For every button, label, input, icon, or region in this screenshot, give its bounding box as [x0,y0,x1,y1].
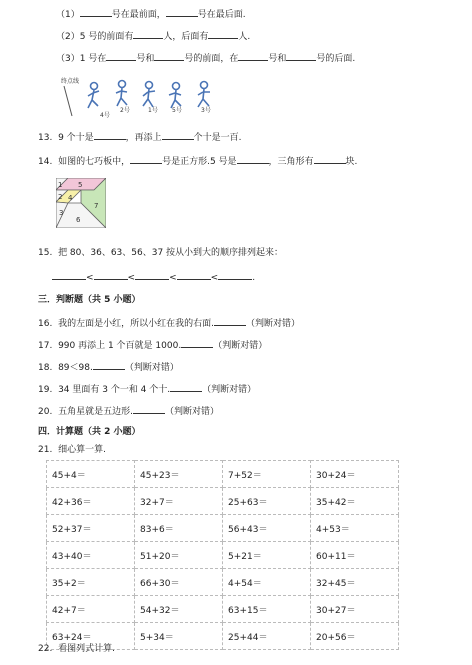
answer-blank[interactable] [162,130,194,140]
answer-blank[interactable] [133,404,165,414]
table-row [47,569,399,596]
runner-label: 2号 [120,107,130,114]
answer-blank[interactable] [52,270,86,280]
table-cell: 52+37＝ [47,515,135,542]
answer-blank[interactable] [237,154,269,164]
table-cell: 42+36＝ [47,488,135,515]
question-13: 13. 9 个十是 ，再添上 个十是一百. [38,130,242,144]
answer-blank[interactable] [170,382,202,392]
table-cell: 83+6＝ [135,515,223,542]
table-cell: 20+56＝ [311,623,399,650]
question-21: 21. 细心算一算. [38,445,106,455]
table-cell: 56+43＝ [223,515,311,542]
tangram-figure [56,178,106,228]
answer-blank[interactable] [218,270,252,280]
tangram-label: 7 [94,202,99,210]
table-cell: 54+32＝ [135,596,223,623]
calculation-table [46,460,399,650]
tangram-label: 3 [59,209,64,217]
table-cell: 30+24＝ [311,461,399,488]
table-cell: 63+15＝ [223,596,311,623]
table-cell: 42+7＝ [47,596,135,623]
runners-figure [58,72,228,120]
table-cell: 5+21＝ [223,542,311,569]
answer-blank[interactable] [214,316,246,326]
answer-blank[interactable] [94,130,126,140]
q12-line-3: （3）1 号在 号和 号的前面，在 号和 号的后面. [56,51,355,65]
answer-blank[interactable] [94,270,128,280]
answer-blank[interactable] [133,29,163,39]
question-22: 22. 看图列式计算. [38,644,115,654]
question-18: 18. 89＜98. （判断对错） [38,360,179,374]
table-cell: 63+24＝ [47,623,135,650]
q12-line-2: （2）5 号的前面有 人，后面有 人. [56,29,250,43]
table-cell: 66+30＝ [135,569,223,596]
table-cell: 25+44＝ [223,623,311,650]
answer-blank[interactable] [154,51,184,61]
table-cell: 35+2＝ [47,569,135,596]
table-cell: 35+42＝ [311,488,399,515]
finish-line-label: 终点线 [61,78,80,85]
answer-blank[interactable] [238,51,268,61]
table-row [47,488,399,515]
table-row [47,461,399,488]
runner-label: 1号 [148,107,158,114]
table-cell: 4+53＝ [311,515,399,542]
table-cell: 7+52＝ [223,461,311,488]
table-cell: 43+40＝ [47,542,135,569]
answer-blank[interactable] [106,51,136,61]
table-cell: 4+54＝ [223,569,311,596]
q15-answer-line: < < < < . [52,270,255,284]
answer-blank[interactable] [177,270,211,280]
table-cell: 60+11＝ [311,542,399,569]
tangram-label: 4 [68,194,73,202]
tangram-label: 2 [58,193,63,201]
question-19: 19. 34 里面有 3 个一和 4 个十. （判断对错） [38,382,256,396]
section-4-title: 四．计算题（共 2 小题） [38,427,141,437]
question-17: 17. 990 再添上 1 个百就是 1000. （判断对错） [38,338,267,352]
answer-blank[interactable] [181,338,213,348]
question-16: 16. 我的左面是小红，所以小红在我的右面. （判断对错） [38,316,300,330]
table-cell: 45+4＝ [47,461,135,488]
tangram-label: 1 [58,181,63,189]
answer-blank[interactable] [130,154,162,164]
q12-line-1: （1） 号在最前面， 号在最后面. [56,7,246,21]
answer-blank[interactable] [208,29,238,39]
question-20: 20. 五角星就是五边形. （判断对错） [38,404,219,418]
runner-label: 4号 [100,112,110,119]
table-cell: 32+7＝ [135,488,223,515]
question-14: 14. 如图的七巧板中， 号是正方形.5 号是 ，三角形有 块. [38,154,357,168]
tangram-label: 6 [76,216,81,224]
answer-blank[interactable] [135,270,169,280]
runner-label: 3号 [201,107,211,114]
question-15: 15. 把 80、36、63、56、37 按从小到大的顺序排列起来： [38,248,284,258]
table-cell: 30+27＝ [311,596,399,623]
table-row [47,542,399,569]
runner-label: 5号 [172,107,182,114]
answer-blank[interactable] [286,51,316,61]
answer-blank[interactable] [314,154,346,164]
table-row [47,515,399,542]
table-cell: 51+20＝ [135,542,223,569]
table-cell: 5+34＝ [135,623,223,650]
table-cell: 45+23＝ [135,461,223,488]
section-3-title: 三．判断题（共 5 小题） [38,295,141,305]
answer-blank[interactable] [166,7,198,17]
table-cell: 25+63＝ [223,488,311,515]
tangram-label: 5 [78,181,83,189]
answer-blank[interactable] [93,360,125,370]
table-cell: 32+45＝ [311,569,399,596]
table-row [47,596,399,623]
answer-blank[interactable] [80,7,112,17]
